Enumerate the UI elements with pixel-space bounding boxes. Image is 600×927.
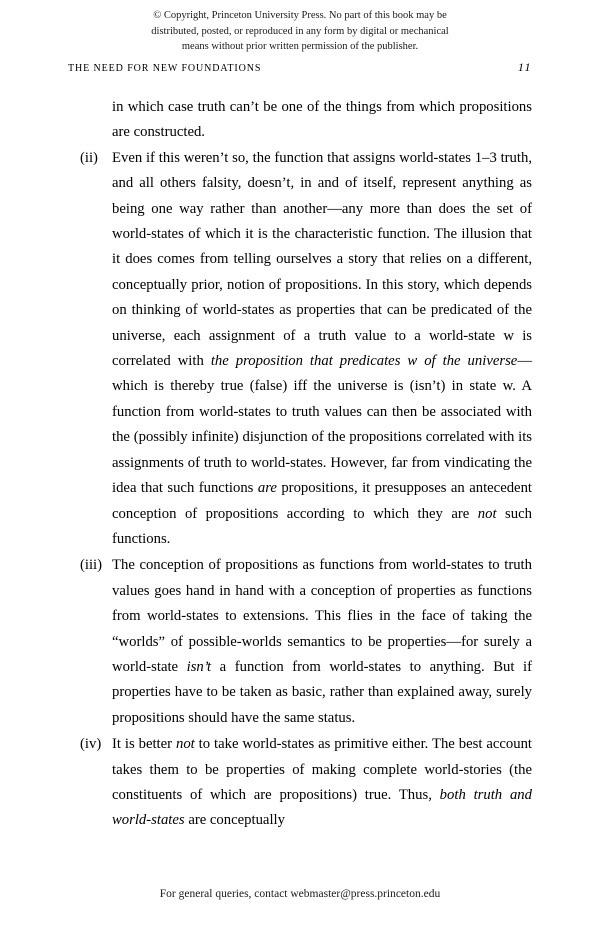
list-item-text: The conception of propositions as functions from world-states to truth values goes hand in hand with a conception of properties as functions from world-states to extensions. This flies in the face of taking the “worlds” of possible-worlds semantics to be properties—for surely a world-state isn’t a function from world-states to anything. But if properties have to be taken as basic, rather than explained away, surely propositions should have the same status. xyxy=(112,557,532,726)
paragraph-continuation: in which case truth can’t be one of the things from which propositions are constructed. xyxy=(112,99,532,141)
running-head xyxy=(68,60,532,75)
list-item xyxy=(68,146,532,553)
list-item xyxy=(68,732,532,834)
copyright-line-2: distributed, posted, or reproduced in any form by digital or mechanical xyxy=(151,25,449,37)
running-head-title: THE NEED FOR NEW FOUNDATIONS xyxy=(68,63,262,74)
copyright-line-3: means without prior written permission of the publisher. xyxy=(181,41,419,52)
list-item xyxy=(68,553,532,731)
copyright-notice xyxy=(0,8,600,55)
list-item-marker: (iii) xyxy=(80,557,103,574)
page-number: 11 xyxy=(517,60,532,74)
list-item-text: Even if this weren’t so, the function that assigns world-states 1–3 truth, and all others falsity, doesn’t, in and of itself, represent anything as being one way rather than another—any more than does the set of world-states of which it is the characteristic function. The illusion that it does comes from telling ourselves a story that relies on a different, conceptually prior, notion of propositions. In this story, which depends on thinking of world-states as properties that can be predicated of the universe, each assignment of a truth value to a world-state w is correlated with the proposition that predicates w of the universe—which is thereby true (false) iff the universe is (isn’t) in state w. A function from world-states to truth values can then be associated with the (possibly infinite) disjunction of the propositions correlated with its assignments of truth to world-states. However, far from vindicating the idea that such functions are propositions, it presupposes an antecedent conception of propositions according to which they are not such functions. xyxy=(112,149,533,547)
footer-query-notice: For general queries, contact webmaster@press.princeton.edu xyxy=(159,888,441,900)
copyright-line-1: © Copyright, Princeton University Press. No part of this book may be xyxy=(153,10,447,21)
page-body xyxy=(68,95,532,835)
list-item-text: It is better not to take world-states as primitive either. The best account takes them to be properties of making complete world-stories (the constituents of which are propositions) true. Thus, both truth and world-states are conceptually xyxy=(112,736,532,829)
list-item-marker: (ii) xyxy=(80,149,98,166)
list-item-marker: (iv) xyxy=(80,736,102,753)
